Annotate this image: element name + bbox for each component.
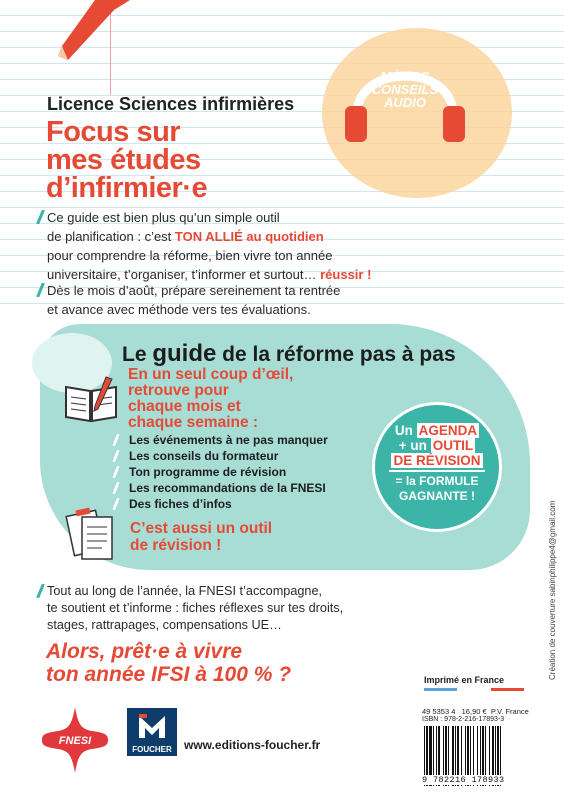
- list-item-label: Les conseils du formateur: [129, 449, 279, 463]
- fnesi-logo: [40, 705, 110, 775]
- slash-bullet-icon: [112, 434, 120, 446]
- price-line: [422, 707, 529, 716]
- formula-circle: [372, 402, 502, 532]
- list-item-label: Des fiches d’infos: [129, 497, 232, 511]
- badge-line-1: MÉMOS: [380, 69, 430, 84]
- subtitle: Licence Sciences infirmières: [47, 94, 295, 114]
- question-line: ton année IFSI à 100 % ?: [46, 663, 292, 686]
- formula-line-1: [375, 423, 499, 438]
- guide-list: [112, 433, 328, 513]
- fnesi-logo-text: FNESI: [58, 735, 92, 747]
- slash-bullet-icon: [36, 283, 45, 297]
- slash-bullet-icon: [112, 450, 120, 462]
- formula-line-3: [375, 453, 499, 468]
- cover-credit: Création de couverture sabinphilippe4@gmail.com: [548, 500, 557, 680]
- intro-highlight: réussir !: [320, 267, 372, 282]
- guide-title: [122, 340, 456, 368]
- pencil-icon: [40, 0, 130, 60]
- formula-revision: DE RÉVISION: [393, 453, 481, 468]
- list-item: [112, 465, 328, 481]
- foucher-mark-icon: [127, 708, 177, 744]
- list-item: [112, 497, 328, 513]
- guide-title-le: Le: [122, 343, 153, 366]
- slash-bullet-icon: [112, 482, 120, 494]
- printed-in-france: Imprimé en France: [424, 675, 505, 685]
- intro-text: de planification : c’est: [47, 229, 175, 244]
- list-item: [112, 481, 328, 497]
- badge-line-3: AUDIO: [384, 95, 426, 110]
- formula-word: + un: [398, 438, 431, 453]
- fnesi-line: stages, rattrapages, compensations UE…: [47, 618, 282, 632]
- formula-divider: [389, 470, 485, 472]
- website-link[interactable]: www.editions-foucher.fr: [184, 738, 321, 752]
- slash-bullet-icon: [36, 584, 45, 598]
- foucher-logo: [127, 708, 177, 756]
- product-code: 49 5353 4: [422, 707, 456, 716]
- intro-line: et avance avec méthode vers tes évaluations.: [47, 302, 311, 317]
- open-book-icon: [62, 375, 120, 425]
- guide-intro-line: chaque semaine :: [128, 414, 259, 431]
- isbn: ISBN : 978-2-216-17893-3: [422, 716, 505, 723]
- fnesi-line: te soutient et t’informe : fiches réflexes sur tes droits,: [47, 601, 344, 615]
- guide-title-rest: de la réforme pas à pas: [216, 343, 456, 366]
- intro-text: universitaire, t’organiser, t’informer et surtout…: [47, 267, 321, 282]
- intro-paragraph-1: [47, 208, 371, 284]
- foucher-logo-text: FOUCHER: [132, 745, 172, 754]
- formula-line-5: GAGNANTE !: [399, 488, 475, 503]
- guide-intro-line: En un seul coup d’œil,: [128, 366, 294, 383]
- guide-intro-line: retrouve pour: [128, 382, 229, 399]
- formula-word: Un: [394, 423, 417, 438]
- badge-line-2: CONSEILS: [371, 82, 439, 97]
- fnesi-line: Tout au long de l’année, la FNESI t’accompagne,: [47, 584, 323, 598]
- guide-intro: [128, 367, 293, 431]
- guide-outro-line: C’est aussi un outil: [130, 520, 273, 537]
- book-title: [46, 118, 207, 202]
- audio-badge: [335, 70, 475, 120]
- guide-intro-line: chaque mois et: [128, 398, 241, 415]
- tricolor-bar: [424, 688, 524, 691]
- list-item-label: Les événements à ne pas manquer: [129, 433, 328, 447]
- list-item-label: Les recommandations de la FNESI: [129, 481, 326, 495]
- guide-outro: [130, 520, 272, 554]
- barcode-digits: 9 782216 178933: [422, 775, 548, 785]
- formula-line-4: = la FORMULE: [395, 473, 479, 488]
- slash-bullet-icon: [36, 210, 45, 224]
- closing-question: [46, 640, 291, 686]
- price-label: P.V. France: [490, 707, 529, 716]
- intro-paragraph-2: [47, 281, 340, 319]
- title-line-3: d’infirmier·e: [46, 172, 208, 204]
- intro-line: Dès le mois d’août, prépare sereinement ta rentrée: [47, 283, 341, 298]
- slash-bullet-icon: [112, 466, 120, 478]
- guide-outro-line: de révision !: [130, 537, 222, 554]
- list-item-label: Ton programme de révision: [129, 465, 287, 479]
- intro-line: Ce guide est bien plus qu’un simple outil: [47, 210, 280, 225]
- formula-agenda: AGENDA: [418, 423, 478, 438]
- revision-sheets-icon: [64, 505, 120, 565]
- list-item: [112, 449, 328, 465]
- guide-title-guide: guide: [152, 340, 217, 367]
- formula-line-2: [375, 438, 499, 453]
- question-line: Alors, prêt·e à vivre: [46, 640, 243, 663]
- intro-line: pour comprendre la réforme, bien vivre ton année: [47, 248, 333, 263]
- intro-highlight: TON ALLIÉ au quotidien: [174, 229, 324, 244]
- fnesi-paragraph: [47, 583, 343, 634]
- title-line-2: mes études: [46, 144, 201, 176]
- price: 16,90 €: [461, 707, 487, 716]
- formula-outil: OUTIL: [432, 438, 474, 453]
- formula-text: [375, 423, 499, 504]
- list-item: [112, 433, 328, 449]
- title-line-1: Focus sur: [46, 116, 181, 148]
- intro-line: [47, 227, 371, 246]
